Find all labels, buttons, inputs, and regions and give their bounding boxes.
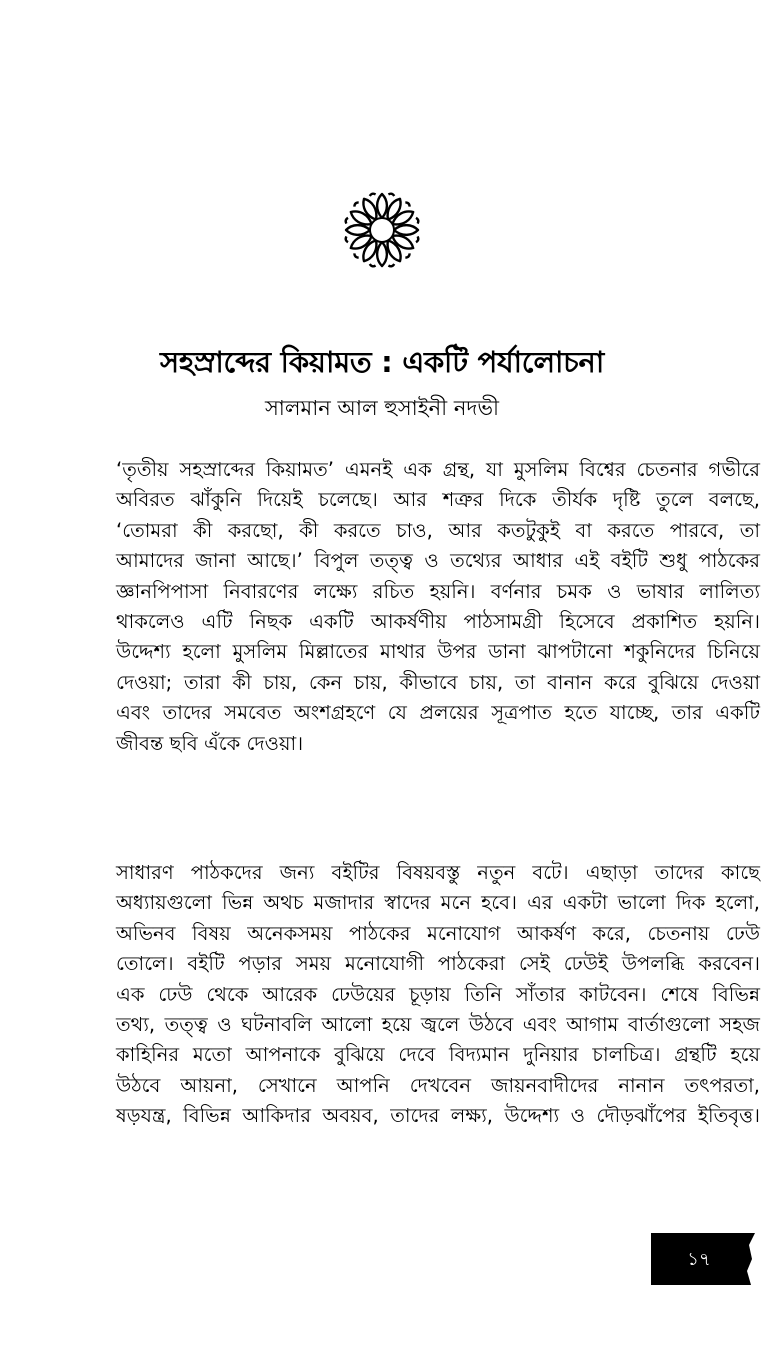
rosette-tip bbox=[345, 236, 348, 242]
rosette-tip bbox=[388, 193, 394, 196]
paragraph-line: এবং তাদের সমবেত অংশগ্রহণে যে প্রলয়ের সূত্রপাত হতে যাচ্ছে, তার একটি bbox=[116, 701, 760, 725]
chapter-author: সালমান আল হুসাইনী নদভী bbox=[264, 396, 500, 420]
rosette-tip bbox=[416, 236, 419, 242]
floral-rosette-icon bbox=[342, 190, 422, 270]
rosette-tip bbox=[388, 264, 394, 267]
paragraph-line: থাকলেও এটি নিছক একটি আকর্ষণীয় পাঠসামগ্রী হিসেবে প্রকাশিত হয়নি। bbox=[116, 610, 760, 634]
chapter-title: সহস্রাব্দের কিয়ামত : একটি পর্যালোচনা bbox=[160, 345, 604, 379]
paragraph-line: দেওয়া; তারা কী চায়, কেন চায়, কীভাবে চায়, তা বানান করে বুঝিয়ে দেওয়া bbox=[116, 670, 760, 694]
paragraph-line: অধ্যায়গুলো ভিন্ন অথচ মজাদার স্বাদের মনে হবে। এর একটা ভালো দিক হলো, bbox=[116, 891, 760, 915]
paragraph-line: অবিরত ঝাঁকুনি দিয়েই চলেছে। আর শত্রুর দিকে তীর্যক দৃষ্টি তুলে বলছে, bbox=[116, 488, 760, 512]
body-paragraph-1 bbox=[116, 455, 760, 759]
rosette-tip bbox=[416, 217, 419, 223]
rosette-tip bbox=[353, 253, 358, 258]
rosette-petal bbox=[346, 225, 370, 235]
rosette-tip bbox=[353, 201, 358, 206]
paragraph-line: জ্ঞানপিপাসা নিবারণের লক্ষ্যে রচিত হয়নি। বর্ণনার চমক ও ভাষার লালিত্য bbox=[116, 579, 760, 603]
paragraph-line: এক ঢেউ থেকে আরেক ঢেউয়ের চূড়ায় তিনি সাঁতার কাটবেন। শেষে বিভিন্ন bbox=[116, 982, 760, 1006]
paragraph-line: কাহিনির মতো আপনাকে বুঝিয়ে দেবে বিদ্যমান দুনিয়ার চালচিত্র। গ্রন্থটি হয়ে bbox=[116, 1043, 760, 1067]
rosette-tip bbox=[369, 193, 375, 196]
rosette-svg bbox=[342, 190, 422, 270]
rosette-petal bbox=[394, 225, 418, 235]
paragraph-line: ‘তৃতীয় সহস্রাব্দের কিয়ামত’ এমনই এক গ্রন্থ, যা মুসলিম বিশ্বের চেতনার গভীরে bbox=[116, 458, 760, 481]
paragraph-line: উদ্দেশ্য হলো মুসলিম মিল্লাতের মাথার উপর ডানা ঝাপটানো শকুনিদের চিনিয়ে bbox=[116, 640, 760, 664]
paragraph-line: ষড়যন্ত্র, বিভিন্ন আকিদার অবয়ব, তাদের লক্ষ্য, উদ্দেশ্য ও দৌড়ঝাঁপের ইতিবৃত্ত। bbox=[116, 1104, 760, 1128]
rosette-tip bbox=[405, 253, 410, 258]
body-paragraph-2 bbox=[116, 858, 760, 1132]
paragraph-line: উঠবে আয়না, সেখানে আপনি দেখবেন জায়নবাদীদের নানান তৎপরতা, bbox=[116, 1073, 760, 1097]
paragraph-line: ‘তোমরা কী করছো, কী করতে চাও, আর কতটুকুই বা করতে পারবে, তা bbox=[116, 518, 760, 542]
rosette-tip bbox=[405, 201, 410, 206]
rosette-petal bbox=[377, 194, 387, 218]
paragraph-line: জীবন্ত ছবি এঁকে দেওয়া। bbox=[116, 731, 304, 755]
paragraph-line: সাধারণ পাঠকদের জন্য বইটির বিষয়বস্তু নতুন বটে। এছাড়া তাদের কাছে bbox=[116, 861, 760, 884]
paragraph-line: তথ্য, তত্ত্ব ও ঘটনাবলি আলো হয়ে জ্বলে উঠবে এবং আগাম বার্তাগুলো সহজ bbox=[116, 1013, 760, 1037]
rosette-petal bbox=[377, 242, 387, 266]
paragraph-line: আমাদের জানা আছে।’ বিপুল তত্ত্ব ও তথ্যের আধার এই বইটি শুধু পাঠকের bbox=[116, 549, 760, 573]
rosette-tip bbox=[345, 217, 348, 223]
paragraph-line: অভিনব বিষয় অনেকসময় পাঠকের মনোযোগ আকর্ষণ করে, চেতনায় ঢেউ bbox=[116, 921, 760, 945]
page-number-tab bbox=[651, 1233, 764, 1285]
paragraph-line: তোলে। বইটি পড়ার সময় মনোযোগী পাঠকেরা সেই ঢেউই উপলব্ধি করবেন। bbox=[116, 952, 760, 976]
page-number: ১৭ bbox=[687, 1249, 711, 1270]
rosette-tip bbox=[369, 264, 375, 267]
